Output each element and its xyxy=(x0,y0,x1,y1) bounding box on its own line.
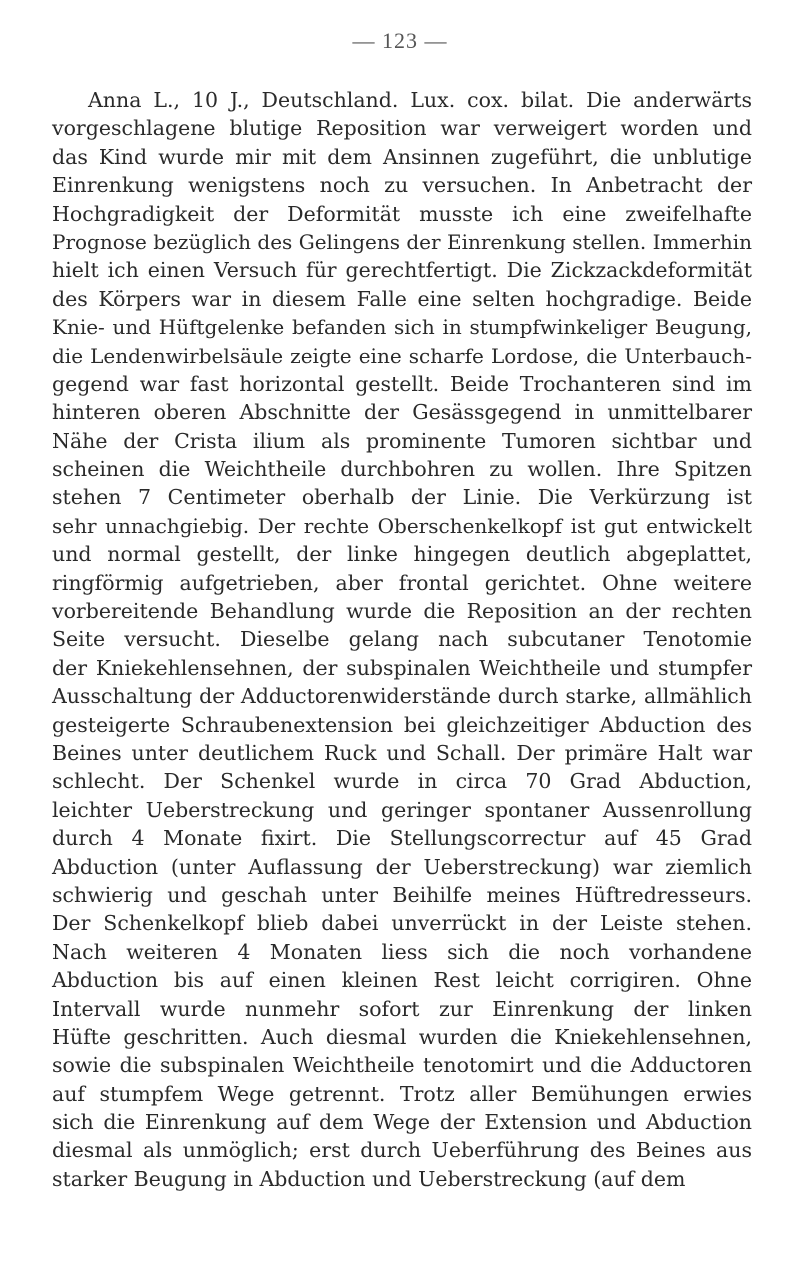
text-line: Intervall wurde nunmehr sofort zur Einrenkung der linken xyxy=(52,996,752,1021)
text-line: starker Beugung in Abduction und Ueberstreckung (auf dem xyxy=(52,1166,686,1191)
text-line: gesteigerte Schraubenextension bei gleichzeitiger Abduction des xyxy=(52,712,752,737)
text-line: Hüfte geschritten. Auch diesmal wurden die Kniekehlensehnen, xyxy=(52,1024,752,1049)
text-line: Knie- und Hüftgelenke befanden sich in stumpfwinkeliger Beugung, xyxy=(52,315,752,340)
text-line: gegend war fast horizontal gestellt. Beide Trochanteren sind im xyxy=(52,371,752,396)
text-line: vorbereitende Behandlung wurde die Reposition an der rechten xyxy=(52,599,752,624)
text-line: Prognose bezüglich des Gelingens der Einrenkung stellen. Immerhin xyxy=(52,229,752,254)
text-line: ringförmig aufgetrieben, aber frontal gerichtet. Ohne weitere xyxy=(52,570,752,595)
text-line: Nähe der Crista ilium als prominente Tumoren sichtbar und xyxy=(52,428,752,453)
text-line: des Körpers war in diesem Falle eine selten hochgradige. Beide xyxy=(52,286,752,311)
text-line: durch 4 Monate fixirt. Die Stellungscorrectur auf 45 Grad xyxy=(52,826,752,851)
text-line: Der Schenkelkopf blieb dabei unverrückt in der Leiste stehen. xyxy=(52,911,752,936)
text-line: auf stumpfem Wege getrennt. Trotz aller Bemühungen erwies xyxy=(52,1081,752,1106)
body-paragraph xyxy=(52,86,752,1193)
text-line: sich die Einrenkung auf dem Wege der Extension und Abduction xyxy=(52,1110,752,1135)
text-line: Beines unter deutlichem Ruck und Schall. Der primäre Halt war xyxy=(52,740,752,765)
text-line: vorgeschlagene blutige Reposition war verweigert worden und xyxy=(52,116,752,141)
text-line: Hochgradigkeit der Deformität musste ich eine zweifelhafte xyxy=(52,201,752,226)
text-line: hielt ich einen Versuch für gerechtfertigt. Die Zickzackdeformität xyxy=(52,258,752,283)
text-line: Abduction bis auf einen kleinen Rest leicht corrigiren. Ohne xyxy=(52,968,752,993)
text-line: Seite versucht. Dieselbe gelang nach subcutaner Tenotomie xyxy=(52,627,752,652)
text-line: das Kind wurde mir mit dem Ansinnen zugeführt, die unblutige xyxy=(52,144,752,169)
text-line: der Kniekehlensehnen, der subspinalen Weichtheile und stumpfer xyxy=(52,655,752,680)
text-line: Einrenkung wenigstens noch zu versuchen. In Anbetracht der xyxy=(52,173,752,198)
text-line: hinteren oberen Abschnitte der Gesässgegend in unmittelbarer xyxy=(52,400,752,425)
text-line: scheinen die Weichtheile durchbohren zu wollen. Ihre Spitzen xyxy=(52,457,752,482)
text-line: leichter Ueberstreckung und geringer spontaner Aussenrollung xyxy=(52,797,752,822)
text-line: schlecht. Der Schenkel wurde in circa 70 Grad Abduction, xyxy=(52,769,752,794)
text-line: Anna L., 10 J., Deutschland. Lux. cox. bilat. Die anderwärts xyxy=(88,88,752,112)
text-line: sowie die subspinalen Weichtheile tenotomirt und die Adductoren xyxy=(52,1053,752,1078)
text-line: Nach weiteren 4 Monaten liess sich die noch vorhandene xyxy=(52,939,752,964)
text-line: schwierig und geschah unter Beihilfe meines Hüftredresseurs. xyxy=(52,882,752,907)
text-line: Abduction (unter Auflassung der Ueberstreckung) war ziemlich xyxy=(52,854,752,879)
text-line: Ausschaltung der Adductorenwiderstände durch starke, allmählich xyxy=(52,684,752,709)
text-line: stehen 7 Centimeter oberhalb der Linie. Die Verkürzung ist xyxy=(52,485,752,510)
text-line: und normal gestellt, der linke hingegen deutlich abgeplattet, xyxy=(52,542,752,567)
text-line: die Lendenwirbelsäule zeigte eine scharfe Lordose, die Unterbauch- xyxy=(52,343,752,368)
page-number: — 123 — xyxy=(352,28,448,53)
text-line: diesmal als unmöglich; erst durch Ueberführung des Beines aus xyxy=(52,1138,752,1163)
text-line: sehr unnachgiebig. Der rechte Oberschenkelkopf ist gut entwickelt xyxy=(52,513,752,538)
